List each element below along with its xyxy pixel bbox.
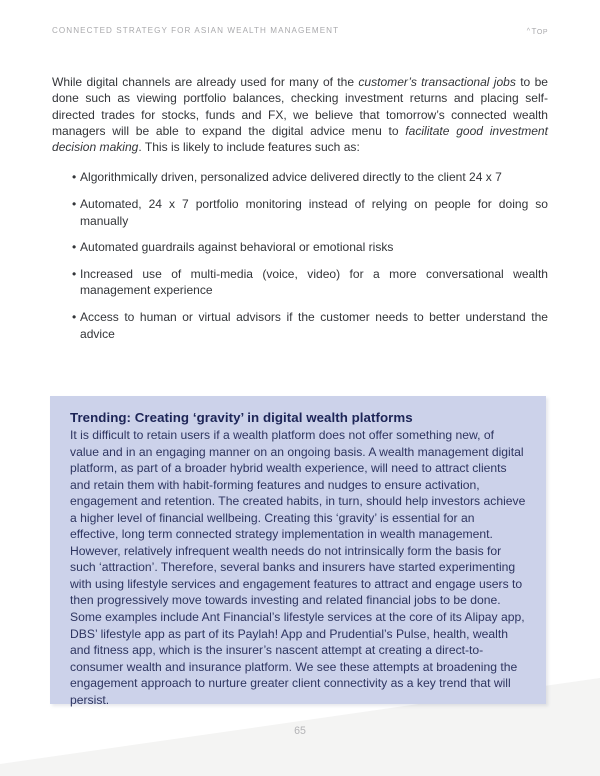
- chevron-up-icon: ^: [526, 28, 530, 35]
- intro-text-part-1: While digital channels are already used for many of the: [52, 75, 359, 89]
- list-item-text: Increased use of multi-media (voice, video) for a more conversational wealth management experience: [80, 267, 548, 298]
- intro-text-part-3: . This is likely to include features such as:: [138, 140, 360, 155]
- back-to-top-label: top: [531, 25, 548, 37]
- list-item-text: Algorithmically driven, personalized advice delivered directly to the client 24 x 7: [80, 170, 502, 185]
- list-item: [52, 196, 548, 229]
- bullet-marker-icon: •: [72, 310, 77, 325]
- back-to-top-link[interactable]: [527, 25, 548, 37]
- intro-paragraph: [52, 74, 548, 155]
- list-item: [52, 309, 548, 342]
- page-number: 65: [294, 725, 306, 737]
- list-item-text: Automated, 24 x 7 portfolio monitoring instead of relying on people for doing so manually: [80, 197, 548, 228]
- trending-callout-box: [50, 396, 546, 707]
- intro-emphasis-2: facilitate good investment decision making: [52, 123, 548, 155]
- callout-heading: Trending: Creating ‘gravity’ in digital wealth platforms: [70, 410, 413, 425]
- running-header: [52, 26, 548, 42]
- bullet-marker-icon: •: [72, 197, 77, 212]
- bullet-marker-icon: •: [72, 240, 77, 255]
- list-item: [52, 266, 548, 299]
- list-item: [52, 239, 548, 255]
- bullet-marker-icon: •: [72, 267, 77, 282]
- bullet-marker-icon: •: [72, 170, 77, 185]
- callout-body-text: It is difficult to retain users if a wealth platform does not offer something new, of value and in an engaging manner on an ongoing basis. A wealth management digital platform, as part of a broader hybrid wealth experience, will need to attract clients and retain them with habit-forming features and nudges to ensure activation, engagement and retention. The created habits, in turn, should help investors achieve a higher level of financial wellbeing. Creating this ‘gravity’ is essential for an effective, long term connected strategy implementation in wealth management. However, relatively infrequent wealth needs do not intrinsically form the basis for such ‘attraction’. Therefore, several banks and insurers have started experimenting with using lifestyle services and engagement features to attract and engage users to then progressively move towards investing and related financial jobs to be done. Some examples include Ant Financial’s lifestyle services at the core of its Alipay app, DBS’ lifestyle app as part of its Paylah! App and Prudential’s Pulse, health, wealth and fitness app, which is the insurer’s nascent attempt at creating a direct-to-consumer wealth and insurance platform. We see these attempts at broadening the engagement approach to nurture greater client connectivity as a key trend that will persist.: [70, 428, 526, 707]
- intro-emphasis-1: customer’s transactional jobs: [358, 75, 516, 89]
- list-item-text: Access to human or virtual advisors if the customer needs to better understand the advice: [80, 310, 548, 341]
- list-item: [52, 169, 548, 185]
- header-document-title: CONNECTED STRATEGY FOR ASIAN WEALTH MANAGEMENT: [52, 26, 340, 35]
- list-item-text: Automated guardrails against behavioral or emotional risks: [80, 240, 394, 255]
- main-content: [52, 74, 548, 342]
- intro-text-part-2: to be done such as viewing portfolio balances, checking investment returns and placing self-directed trades for stocks, funds and FX, we believe that tomorrow’s connected wealth managers will be able to expand the digital advice menu to: [52, 75, 548, 138]
- feature-bullet-list: [52, 169, 548, 341]
